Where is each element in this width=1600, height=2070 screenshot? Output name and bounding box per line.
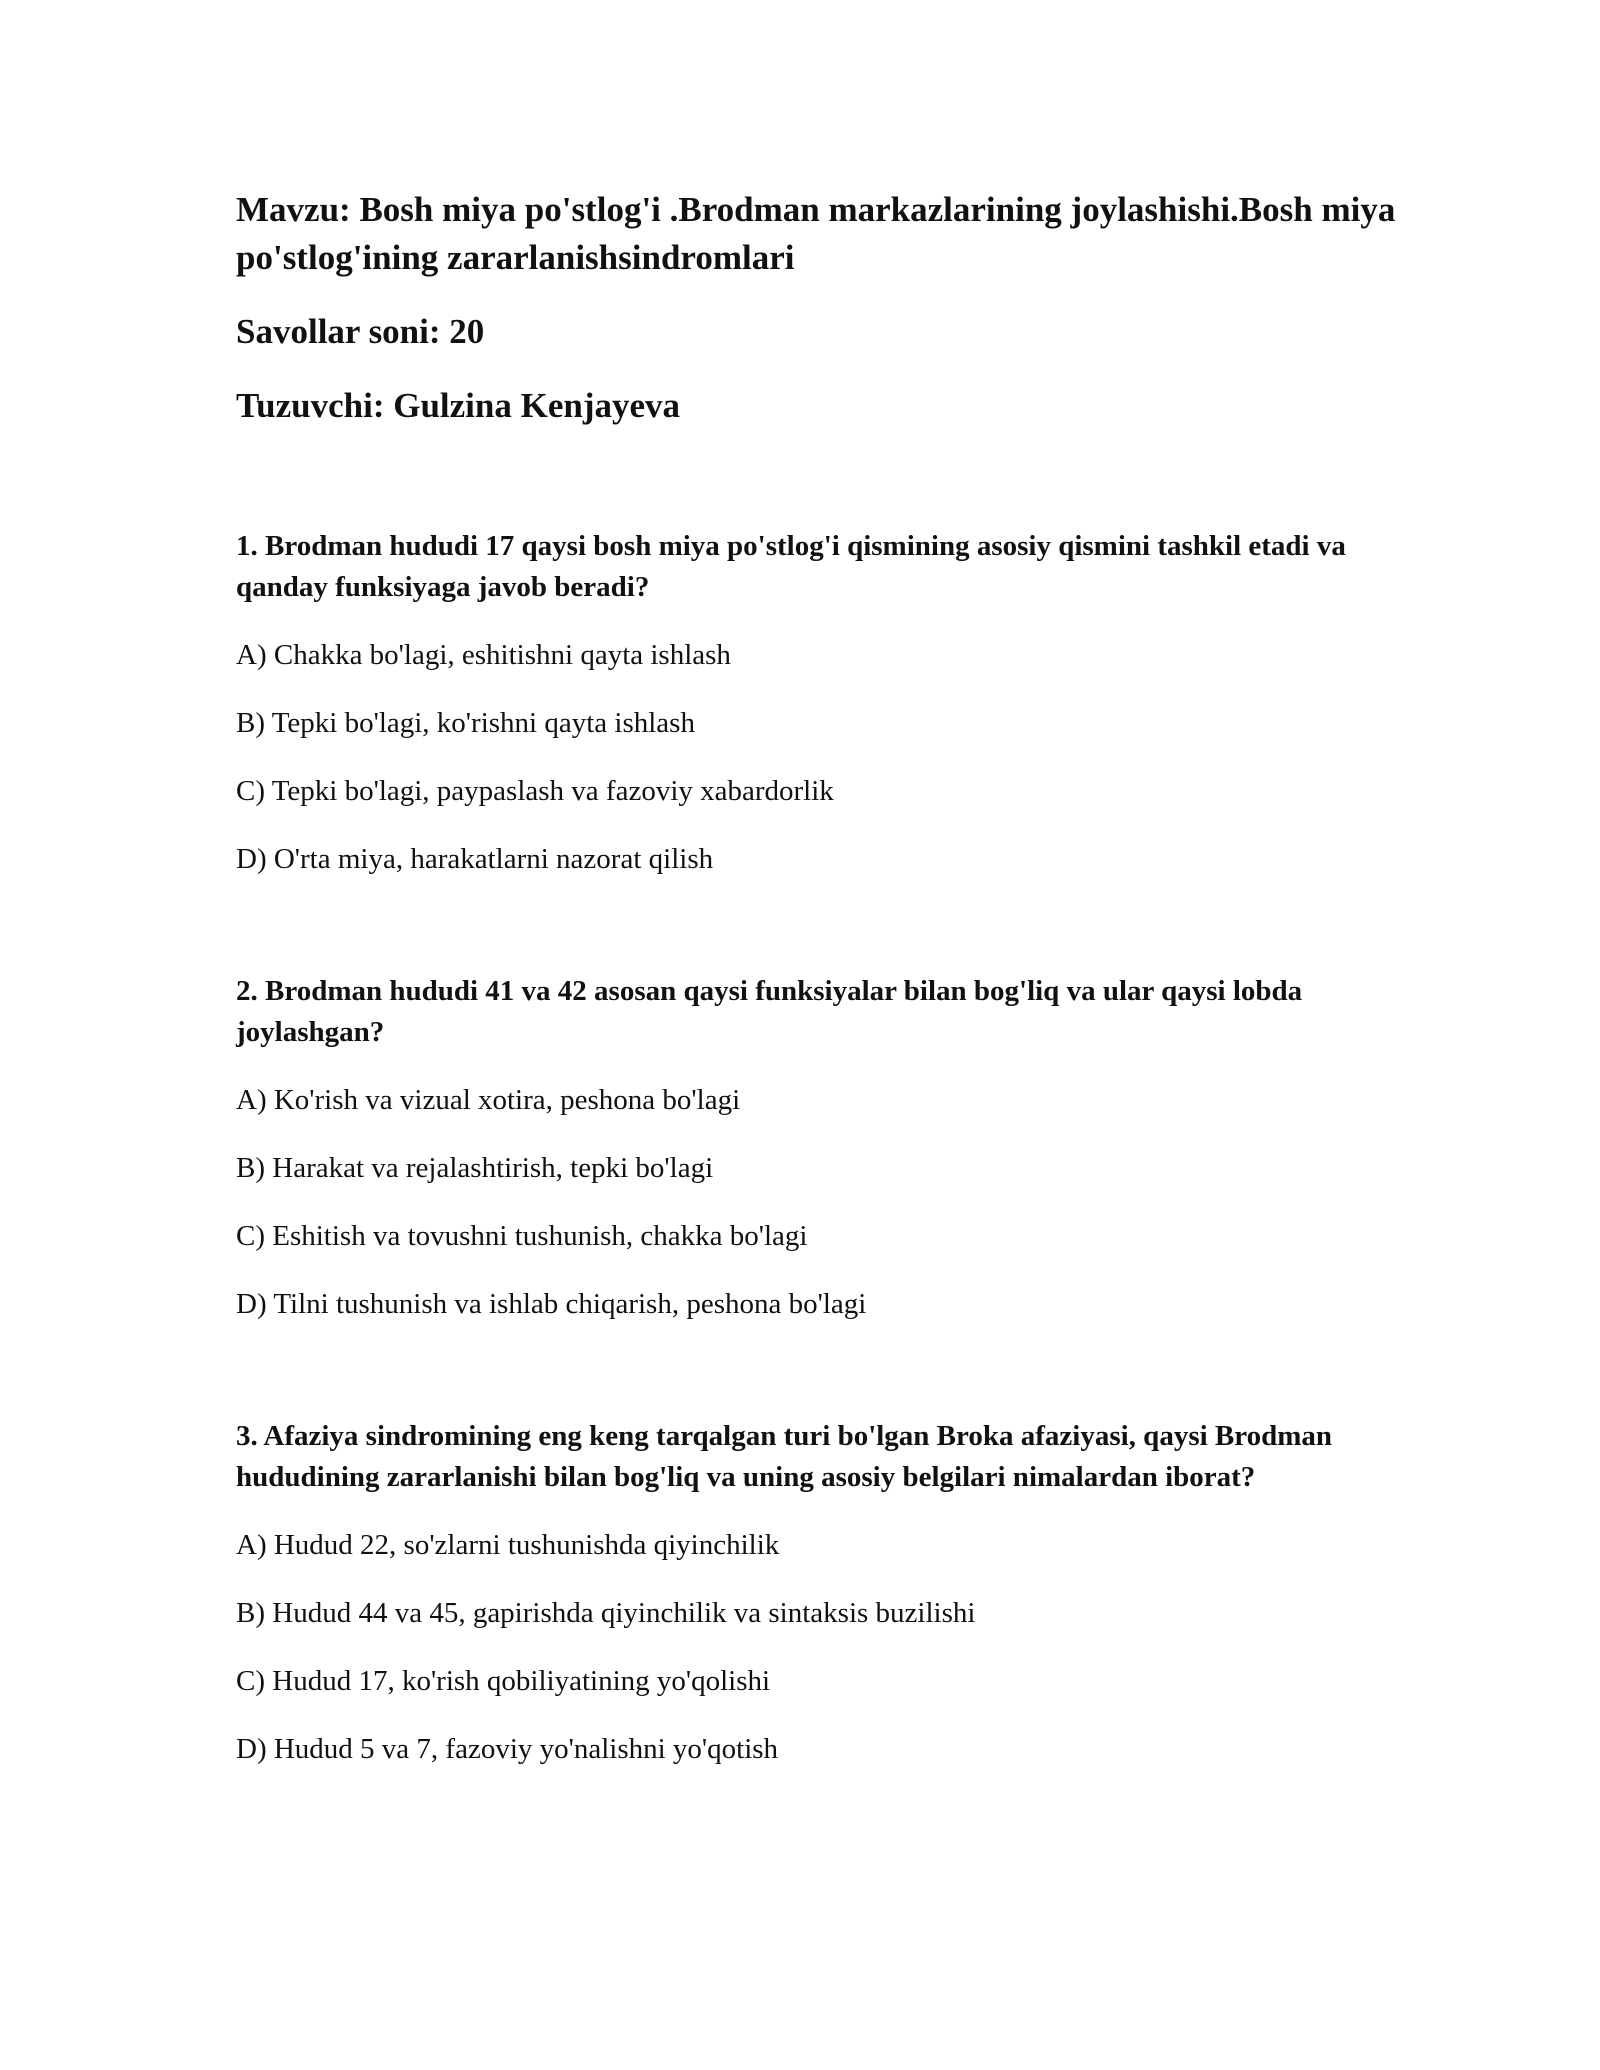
- author: Tuzuvchi: Gulzina Kenjayeva: [236, 386, 681, 425]
- answer-option-b: B) Harakat va rejalashtirish, tepki bo'lagi: [236, 1152, 714, 1184]
- answer-option-c: C) Hudud 17, ko'rish qobiliyatining yo'qolishi: [236, 1665, 771, 1697]
- question-count: Savollar soni: 20: [236, 312, 485, 351]
- answer-option-b: B) Hudud 44 va 45, gapirishda qiyinchilik va sintaksis buzilishi: [236, 1597, 976, 1629]
- answer-option-d: D) O'rta miya, harakatlarni nazorat qilish: [236, 843, 714, 875]
- question-text: 2. Brodman hududi 41 va 42 asosan qaysi funksiyalar bilan bog'liq va ular qaysi lobda joylashgan?: [236, 975, 1303, 1048]
- answer-option-c: C) Tepki bo'lagi, paypaslash va fazoviy xabardorlik: [236, 775, 834, 807]
- document-title: Mavzu: Bosh miya po'stlog'i .Brodman markazlarining joylashishi.Bosh miya po'stlog'ining zararlanishsindromlari: [236, 190, 1396, 277]
- document-content: [236, 186, 1396, 1770]
- answer-options: [236, 635, 1396, 880]
- answer-option-a: A) Hudud 22, so'zlarni tushunishda qiyinchilik: [236, 1529, 780, 1561]
- answer-option-a: A) Chakka bo'lagi, eshitishni qayta ishlash: [236, 639, 731, 671]
- answer-options: [236, 1525, 1396, 1770]
- answer-option-a: A) Ko'rish va vizual xotira, peshona bo'lagi: [236, 1084, 741, 1116]
- answer-option-c: C) Eshitish va tovushni tushunish, chakka bo'lagi: [236, 1220, 808, 1252]
- answer-option-d: D) Hudud 5 va 7, fazoviy yo'nalishni yo'qotish: [236, 1733, 779, 1765]
- answer-option-b: B) Tepki bo'lagi, ko'rishni qayta ishlash: [236, 707, 695, 739]
- question-block: [236, 526, 1396, 880]
- question-text: 1. Brodman hududi 17 qaysi bosh miya po'stlog'i qismining asosiy qismini tashkil etadi va qanday funksiyaga javob beradi?: [236, 530, 1346, 603]
- answer-option-d: D) Tilni tushunish va ishlab chiqarish, peshona bo'lagi: [236, 1288, 867, 1320]
- question-block: [236, 1416, 1396, 1770]
- answer-options: [236, 1080, 1396, 1325]
- question-block: [236, 971, 1396, 1325]
- question-text: 3. Afaziya sindromining eng keng tarqalgan turi bo'lgan Broka afaziyasi, qaysi Brodman hududining zararlanishi bilan bog'liq va uning asosiy belgilari nimalardan iborat?: [236, 1420, 1333, 1493]
